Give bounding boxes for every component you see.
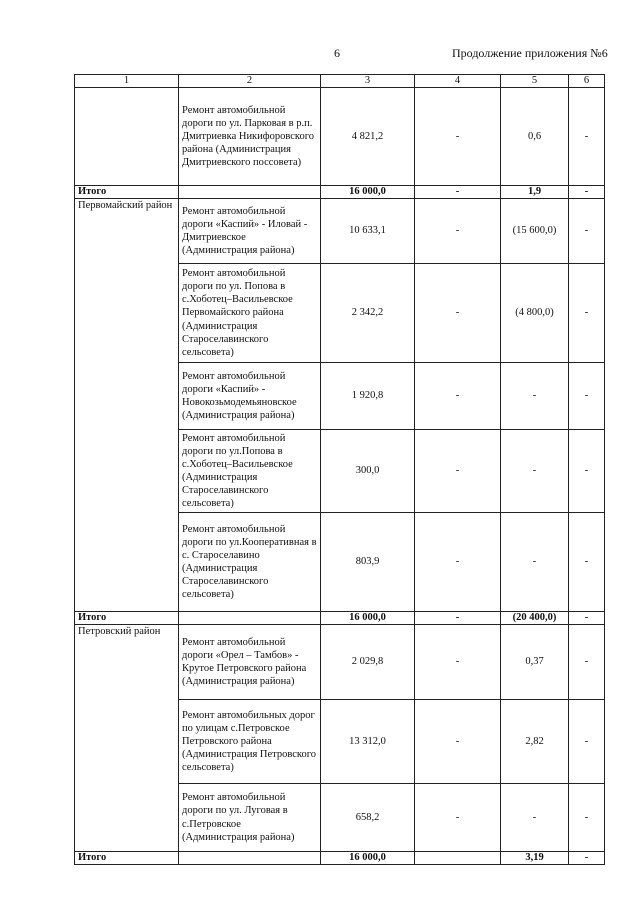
empty-cell: [179, 852, 321, 865]
value-cell: -: [415, 430, 501, 513]
district-name: Первомайский район: [75, 199, 179, 612]
amount-cell: 4 821,2: [321, 88, 415, 186]
amount-cell: 803,9: [321, 513, 415, 612]
value-cell: -: [415, 88, 501, 186]
table-row: [75, 88, 605, 186]
project-description: Ремонт автомобильной дороги по ул. Луговая в с.Петровское (Администрация района): [179, 784, 321, 852]
table-row: [75, 199, 605, 264]
total-value: 3,19: [501, 852, 569, 865]
total-value: -: [569, 852, 605, 865]
column-header: 2: [179, 75, 321, 88]
amount-cell: 13 312,0: [321, 700, 415, 784]
value-cell: -: [415, 199, 501, 264]
total-row: [75, 612, 605, 625]
total-value: -: [569, 612, 605, 625]
value-cell: 2,82: [501, 700, 569, 784]
empty-cell: [179, 186, 321, 199]
total-row: [75, 186, 605, 199]
column-header: 5: [501, 75, 569, 88]
district-cell: [75, 88, 179, 186]
value-cell: -: [569, 199, 605, 264]
value-cell: -: [569, 700, 605, 784]
value-cell: -: [569, 430, 605, 513]
value-cell: -: [415, 700, 501, 784]
value-cell: 0,37: [501, 625, 569, 700]
value-cell: -: [569, 625, 605, 700]
project-description: Ремонт автомобильной дороги по ул. Парковая в р.п. Дмитриевка Никифоровского района (Администрация Дмитриевского поссовета): [179, 88, 321, 186]
value-cell: -: [569, 513, 605, 612]
value-cell: -: [501, 513, 569, 612]
value-cell: 0,6: [501, 88, 569, 186]
total-amount: 16 000,0: [321, 612, 415, 625]
total-value: (20 400,0): [501, 612, 569, 625]
amount-cell: 2 342,2: [321, 264, 415, 363]
value-cell: (15 600,0): [501, 199, 569, 264]
value-cell: -: [569, 784, 605, 852]
value-cell: -: [415, 513, 501, 612]
project-description: Ремонт автомобильной дороги «Каспий» - Новокозьмодемьяновское (Администрация района): [179, 363, 321, 430]
amount-cell: 300,0: [321, 430, 415, 513]
total-label: Итого: [75, 852, 179, 865]
total-value: -: [569, 186, 605, 199]
project-description: Ремонт автомобильных дорог по улицам с.Петровское Петровского района (Администрация Петровского сельсовета): [179, 700, 321, 784]
value-cell: -: [569, 264, 605, 363]
project-description: Ремонт автомобильной дороги по ул. Попова в с.Хоботец–Васильевское Первомайского района (Администрация Староселавинского сельсовета): [179, 264, 321, 363]
empty-cell: [179, 612, 321, 625]
amount-cell: 2 029,8: [321, 625, 415, 700]
total-label: Итого: [75, 186, 179, 199]
value-cell: -: [569, 88, 605, 186]
total-value: [415, 852, 501, 865]
amount-cell: 10 633,1: [321, 199, 415, 264]
continuation-title: Продолжение приложения №6: [452, 46, 608, 60]
total-value: 1,9: [501, 186, 569, 199]
value-cell: (4 800,0): [501, 264, 569, 363]
value-cell: -: [415, 784, 501, 852]
value-cell: -: [415, 625, 501, 700]
total-value: -: [415, 612, 501, 625]
table-header-row: [75, 75, 605, 88]
column-header: 6: [569, 75, 605, 88]
page-number: 6: [334, 46, 340, 60]
amount-cell: 658,2: [321, 784, 415, 852]
value-cell: -: [569, 363, 605, 430]
project-description: Ремонт автомобильной дороги «Орел – Тамбов» - Крутое Петровского района (Администрация района): [179, 625, 321, 700]
total-value: -: [415, 186, 501, 199]
column-header: 4: [415, 75, 501, 88]
value-cell: -: [501, 784, 569, 852]
table-row: [75, 625, 605, 700]
project-description: Ремонт автомобильной дороги «Каспий» - Иловай - Дмитриевское (Администрация района): [179, 199, 321, 264]
value-cell: -: [415, 363, 501, 430]
total-label: Итого: [75, 612, 179, 625]
project-description: Ремонт автомобильной дороги по ул.Попова в с.Хоботец–Васильевское (Администрация Староселавинского сельсовета): [179, 430, 321, 513]
column-header: 3: [321, 75, 415, 88]
total-row: [75, 852, 605, 865]
appendix-table: [74, 74, 605, 865]
value-cell: -: [415, 264, 501, 363]
district-name: Петровский район: [75, 625, 179, 852]
amount-cell: 1 920,8: [321, 363, 415, 430]
total-amount: 16 000,0: [321, 186, 415, 199]
column-header: 1: [75, 75, 179, 88]
value-cell: -: [501, 430, 569, 513]
value-cell: -: [501, 363, 569, 430]
total-amount: 16 000,0: [321, 852, 415, 865]
project-description: Ремонт автомобильной дороги по ул.Кооперативная в с. Староселавино (Администрация Староселавинского сельсовета): [179, 513, 321, 612]
